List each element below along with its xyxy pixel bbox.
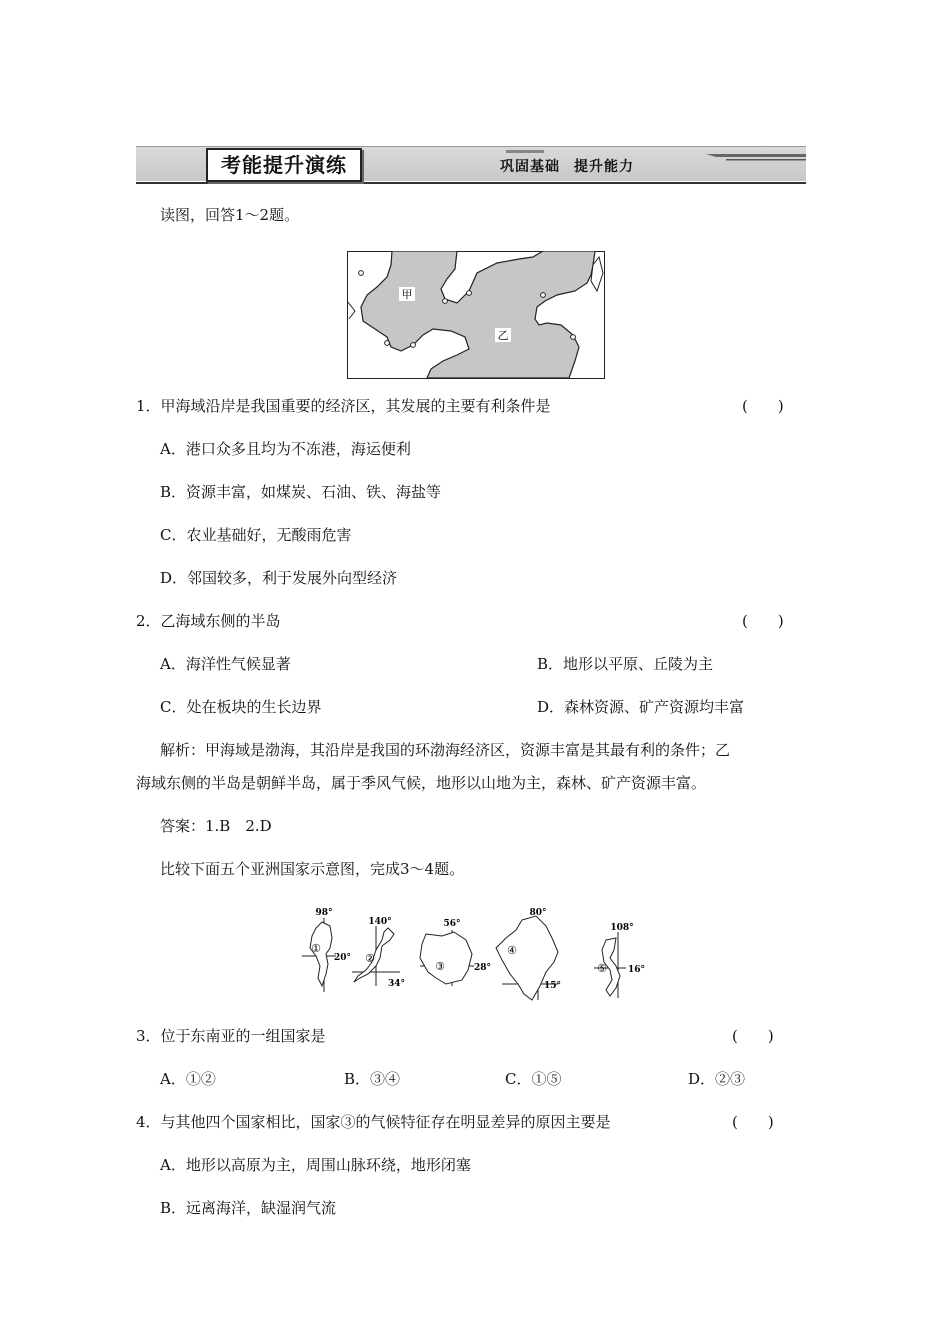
- q3-option-d: D．②③: [688, 1070, 746, 1088]
- q2-option-d: D．森林资源、矿产资源均丰富: [537, 698, 745, 716]
- c5-lon: 108°: [610, 923, 634, 933]
- c2-num: ②: [365, 952, 375, 965]
- label-yi: 乙: [497, 329, 509, 342]
- q1-option-a: A．港口众多且均为不冻港，海运便利: [160, 440, 411, 458]
- q3-answer-blank: ( ): [732, 1027, 774, 1045]
- c1-num: ①: [311, 942, 321, 955]
- q2-option-a: A．海洋性气候显著: [160, 655, 291, 673]
- c5-lat: 16°: [628, 965, 646, 975]
- q3-option-a: A．①②: [160, 1070, 216, 1088]
- label-jia: 甲: [401, 288, 413, 301]
- q1-option-d: D．邻国较多，利于发展外向型经济: [160, 569, 398, 587]
- sea-map: [347, 251, 605, 379]
- q3-stem: 3．位于东南亚的一组国家是: [136, 1027, 326, 1045]
- intro-text-2: 比较下面五个亚洲国家示意图，完成3～4题。: [160, 860, 465, 878]
- banner-underline: [136, 182, 806, 184]
- c3-num: ③: [435, 960, 445, 973]
- q3-option-b: B．③④: [344, 1070, 401, 1088]
- q2-stem: 2．乙海域东侧的半岛: [136, 612, 281, 630]
- c5-num: ⑤: [597, 962, 607, 975]
- q4-stem: 4．与其他四个国家相比，国家③的气候特征存在明显差异的原因主要是: [136, 1113, 611, 1131]
- q2-answer-blank: ( ): [742, 612, 784, 630]
- q2-option-b: B．地形以平原、丘陵为主: [537, 655, 714, 673]
- c4-lat: 15°: [544, 981, 562, 991]
- c3-lon: 56°: [443, 919, 461, 929]
- c2-lat: 34°: [388, 979, 406, 989]
- analysis-line-2: 海域东侧的半岛是朝鲜半岛，属于季风气候，地形以山地为主，森林、矿产资源丰富。: [136, 774, 707, 792]
- country-4: [496, 908, 561, 1000]
- country-3: [420, 919, 491, 986]
- tag-consolidate: 巩固基础: [500, 159, 560, 175]
- q4-option-a: A．地形以高原为主，周围山脉环绕，地形闭塞: [160, 1156, 471, 1174]
- q1-option-c: C．农业基础好，无酸雨危害: [160, 526, 352, 544]
- answer-key-1: 答案：1.B 2.D: [160, 817, 272, 835]
- country-maps: [296, 904, 656, 1010]
- q3-option-c: C．①⑤: [505, 1070, 562, 1088]
- c4-lon: 80°: [529, 908, 547, 918]
- c1-lon: 98°: [315, 908, 333, 918]
- q4-option-b: B．远离海洋，缺湿润气流: [160, 1199, 337, 1217]
- c2-lon: 140°: [368, 917, 392, 927]
- country-2: [352, 917, 405, 989]
- tag-improve: 提升能力: [574, 159, 634, 175]
- c4-num: ④: [507, 944, 517, 957]
- c1-lat: 20°: [334, 953, 352, 963]
- section-banner: [136, 142, 806, 184]
- c3-lat: 28°: [474, 963, 492, 973]
- q1-answer-blank: ( ): [742, 397, 784, 415]
- q1-option-b: B．资源丰富，如煤炭、石油、铁、海盐等: [160, 483, 442, 501]
- country-1: [302, 908, 351, 992]
- intro-text-1: 读图，回答1～2题。: [160, 206, 300, 224]
- q1-stem: 1．甲海域沿岸是我国重要的经济区，其发展的主要有利条件是: [136, 397, 551, 415]
- banner-tags: [500, 156, 648, 176]
- analysis-line-1: 解析：甲海域是渤海，其沿岸是我国的环渤海经济区，资源丰富是其最有利的条件；乙: [160, 741, 731, 759]
- q4-answer-blank: ( ): [732, 1113, 774, 1131]
- q2-option-c: C．处在板块的生长边界: [160, 698, 322, 716]
- section-title: 考能提升演练: [206, 148, 362, 182]
- country-5: [594, 923, 645, 998]
